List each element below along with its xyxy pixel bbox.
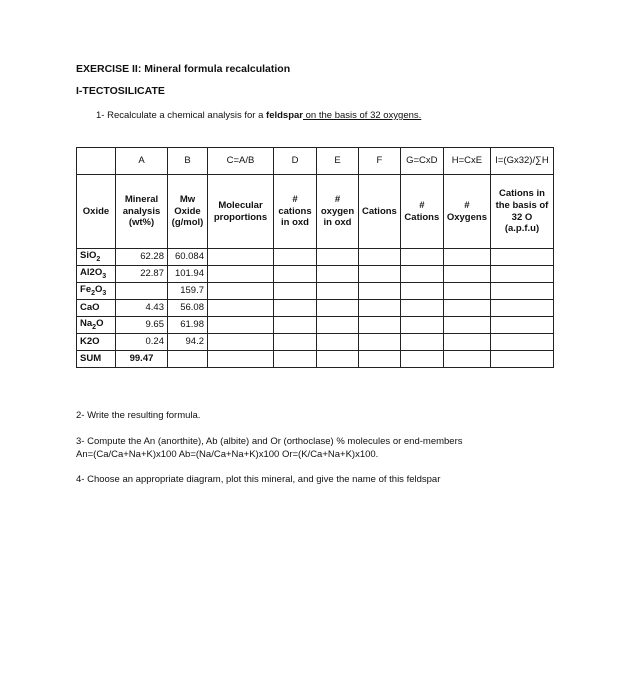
header-cell: Mineral analysis (wt%) xyxy=(116,175,168,249)
letter-cell: A xyxy=(116,148,168,175)
empty-cell[interactable] xyxy=(208,317,274,334)
letter-cell: G=CxD xyxy=(400,148,443,175)
empty-cell[interactable] xyxy=(359,249,401,266)
table-row xyxy=(77,300,554,317)
empty-cell[interactable] xyxy=(359,300,401,317)
mw-cell: 60.084 xyxy=(168,249,208,266)
sum-row xyxy=(77,351,554,368)
wt-cell xyxy=(116,283,168,300)
empty-cell[interactable] xyxy=(490,351,553,368)
empty-cell[interactable] xyxy=(443,249,490,266)
table-row xyxy=(77,334,554,351)
header-cell: # Oxygens xyxy=(443,175,490,249)
oxide-cell: $Fe_2O_3$ xyxy=(77,283,116,300)
letter-cell: D xyxy=(274,148,317,175)
empty-cell[interactable] xyxy=(490,249,553,266)
empty-cell[interactable] xyxy=(490,300,553,317)
empty-cell[interactable] xyxy=(400,317,443,334)
header-cell: Mw Oxide (g/mol) xyxy=(168,175,208,249)
empty-cell[interactable] xyxy=(359,283,401,300)
question-1-mineral: feldspar xyxy=(266,110,303,121)
empty-cell[interactable] xyxy=(274,317,317,334)
empty-cell[interactable] xyxy=(443,283,490,300)
empty-cell[interactable] xyxy=(490,283,553,300)
oxide-cell: SiO$_2$ xyxy=(77,249,116,266)
section-heading: I-TECTOSILICATE xyxy=(76,85,165,97)
recalculation-table xyxy=(76,147,554,368)
question-1-basis: on the basis of 32 oxygens. xyxy=(303,110,422,121)
letter-cell: I=(Gx32)/∑H xyxy=(490,148,553,175)
empty-cell[interactable] xyxy=(400,300,443,317)
empty-cell[interactable] xyxy=(274,266,317,283)
header-cell: Cations xyxy=(359,175,401,249)
sum-wt-cell: 99.47 xyxy=(116,351,168,368)
header-cell: Molecular proportions xyxy=(208,175,274,249)
empty-cell[interactable] xyxy=(359,334,401,351)
wt-cell: 9.65 xyxy=(116,317,168,334)
empty-cell[interactable] xyxy=(208,249,274,266)
empty-cell[interactable] xyxy=(443,351,490,368)
wt-cell: 22.87 xyxy=(116,266,168,283)
wt-cell: 0.24 xyxy=(116,334,168,351)
empty-cell[interactable] xyxy=(359,266,401,283)
table-row xyxy=(77,317,554,334)
mw-cell: 56.08 xyxy=(168,300,208,317)
header-row xyxy=(77,175,554,249)
empty-cell[interactable] xyxy=(274,351,317,368)
empty-cell[interactable] xyxy=(490,266,553,283)
empty-cell[interactable] xyxy=(208,300,274,317)
oxide-cell: CaO xyxy=(77,300,116,317)
mw-cell: 94.2 xyxy=(168,334,208,351)
empty-cell[interactable] xyxy=(443,317,490,334)
empty-cell[interactable] xyxy=(208,283,274,300)
table-row xyxy=(77,283,554,300)
empty-cell[interactable] xyxy=(274,334,317,351)
empty-cell[interactable] xyxy=(317,334,359,351)
empty-cell[interactable] xyxy=(490,334,553,351)
wt-cell: 4.43 xyxy=(116,300,168,317)
header-cell: # cations in oxd xyxy=(274,175,317,249)
letter-cell: E xyxy=(317,148,359,175)
mw-cell: 101.94 xyxy=(168,266,208,283)
question-3: 3- Compute the An (anorthite), Ab (albite) and Or (orthoclase) % molecules or end-members xyxy=(76,436,463,447)
empty-cell[interactable] xyxy=(400,351,443,368)
header-cell: Oxide xyxy=(77,175,116,249)
mw-cell: 61.98 xyxy=(168,317,208,334)
mw-cell: 159.7 xyxy=(168,283,208,300)
empty-cell[interactable] xyxy=(317,249,359,266)
letter-cell xyxy=(77,148,116,175)
question-1 xyxy=(96,110,421,121)
empty-cell[interactable] xyxy=(168,351,208,368)
question-2: 2- Write the resulting formula. xyxy=(76,410,201,421)
empty-cell[interactable] xyxy=(317,300,359,317)
empty-cell[interactable] xyxy=(317,283,359,300)
table-row xyxy=(77,266,554,283)
empty-cell[interactable] xyxy=(400,334,443,351)
question-1-text: 1- Recalculate a chemical analysis for a xyxy=(96,110,267,121)
empty-cell[interactable] xyxy=(317,351,359,368)
empty-cell[interactable] xyxy=(400,266,443,283)
empty-cell[interactable] xyxy=(359,351,401,368)
sum-label: SUM xyxy=(77,351,116,368)
empty-cell[interactable] xyxy=(317,317,359,334)
oxide-cell: $Al2O_3$ xyxy=(77,266,116,283)
oxide-cell: $Na_2O$ xyxy=(77,317,116,334)
letter-cell: C=A/B xyxy=(208,148,274,175)
empty-cell[interactable] xyxy=(208,334,274,351)
empty-cell[interactable] xyxy=(274,283,317,300)
letter-cell: F xyxy=(359,148,401,175)
empty-cell[interactable] xyxy=(443,300,490,317)
wt-cell: 62.28 xyxy=(116,249,168,266)
header-cell: Cations in the basis of 32 O (a.p.f.u) xyxy=(490,175,553,249)
empty-cell[interactable] xyxy=(274,249,317,266)
empty-cell[interactable] xyxy=(400,283,443,300)
question-4: 4- Choose an appropriate diagram, plot this mineral, and give the name of this feldspar xyxy=(76,474,441,485)
table-row xyxy=(77,249,554,266)
header-cell: # oxygen in oxd xyxy=(317,175,359,249)
letter-cell: H=CxE xyxy=(443,148,490,175)
header-cell: # Cations xyxy=(400,175,443,249)
letter-cell: B xyxy=(168,148,208,175)
empty-cell[interactable] xyxy=(443,266,490,283)
empty-cell[interactable] xyxy=(317,266,359,283)
empty-cell[interactable] xyxy=(359,317,401,334)
column-letter-row xyxy=(77,148,554,175)
question-3-formulas: An=(Ca/Ca+Na+K)x100 Ab=(Na/Ca+Na+K)x100 Or=(K/Ca+Na+K)x100. xyxy=(76,449,379,460)
empty-cell[interactable] xyxy=(208,266,274,283)
empty-cell[interactable] xyxy=(490,317,553,334)
oxide-cell: K2O xyxy=(77,334,116,351)
exercise-title: EXERCISE II: Mineral formula recalculation xyxy=(76,63,291,75)
empty-cell[interactable] xyxy=(274,300,317,317)
empty-cell[interactable] xyxy=(400,249,443,266)
empty-cell[interactable] xyxy=(443,334,490,351)
empty-cell[interactable] xyxy=(208,351,274,368)
